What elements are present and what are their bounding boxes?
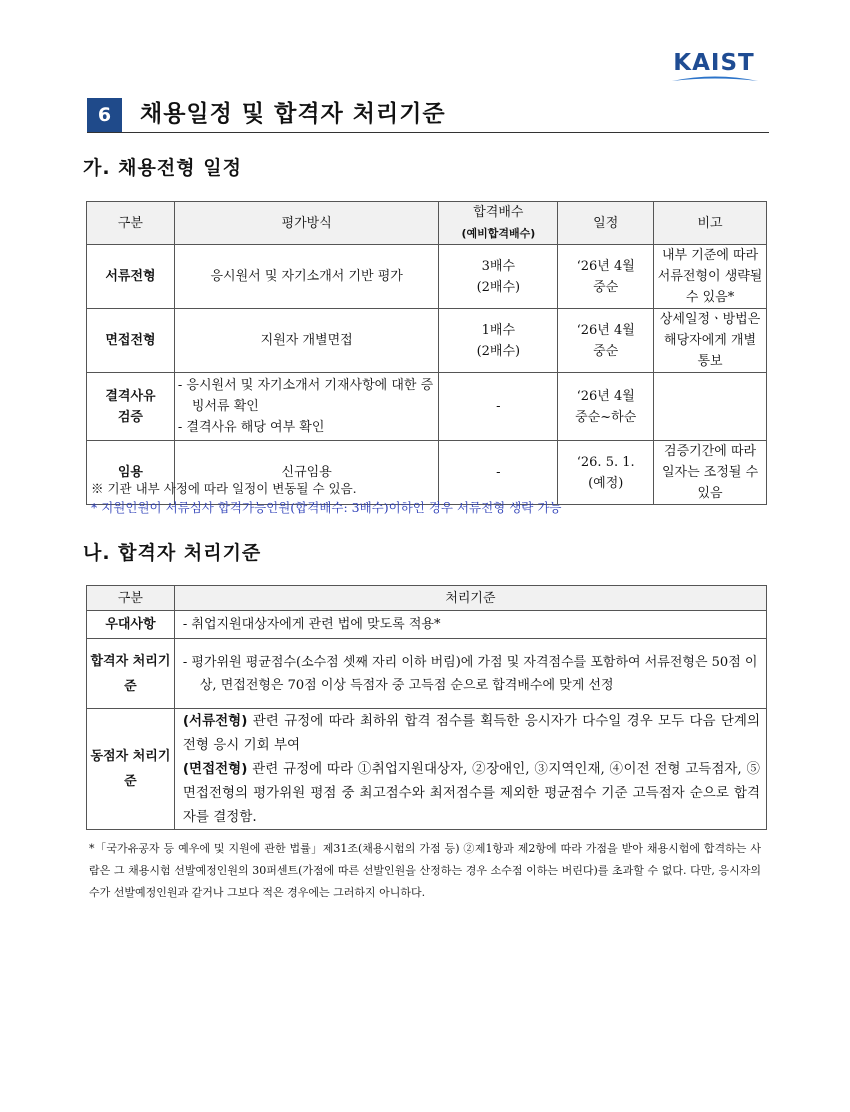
row-category: 합격자 처리기준 [87, 639, 175, 709]
row-category: 서류전형 [87, 245, 175, 309]
header-criteria: 처리기준 [174, 586, 766, 611]
schedule-note-blue: * 지원인원이 서류심사 합격가능인원(합격배수: 3배수)이하인 경우 서류전형 생략 가능 [91, 500, 562, 515]
row-schedule-value: ‘26년 4월 [576, 388, 635, 404]
row-schedule-value: ‘26년 4월 [576, 322, 635, 338]
row-method: 신규임용 [174, 441, 439, 505]
schedule-table [86, 201, 767, 505]
row-multiple-value: 1배수 [481, 322, 516, 338]
criteria-list [183, 651, 760, 697]
tie-doc-text: 관련 규정에 따라 최하위 합격 점수를 획득한 응시자가 다수일 경우 모두 다음 단계의 전형 응시 기회 부여 [182, 713, 760, 753]
tie-doc-label: (서류전형) [182, 713, 248, 729]
footnote: *「국가유공자 등 예우에 및 지원에 관한 법률」제31조(채용시험의 가점 등) ②제1항과 제2항에 따라 가점을 받아 채용시험에 합격하는 사람은 그 채용시험 선발예정인원의 30퍼센트(가점에 따른 선발인원을 산정하는 경우 소수점 이하는 버린다)를 초과할 수 없다. 다만, 응시자의 수가 선발예정인원과 같거나 그보다 적은 경우에는 그러하지 아니하다. [89, 842, 761, 899]
tie-interview-label: (면접전형) [182, 761, 248, 777]
row-criteria [174, 639, 766, 709]
row-schedule-value: ‘26. 5. 1. [576, 454, 635, 470]
row-criteria [174, 709, 766, 830]
logo-text: KAIST [673, 50, 755, 76]
header-remarks: 비고 [654, 202, 767, 245]
header-category: 구분 [87, 586, 175, 611]
table-row [87, 245, 767, 309]
section-number: 6 [87, 98, 122, 132]
row-category: 우대사항 [87, 611, 175, 639]
table-row [87, 709, 767, 830]
header-category: 구분 [87, 202, 175, 245]
criteria-table [86, 585, 767, 830]
method-list-item: - 응시원서 및 자기소개서 기재사항에 대한 증빙서류 확인 [177, 378, 434, 414]
row-remarks [654, 373, 767, 441]
header-multiple [439, 202, 558, 245]
logo-swoosh-icon [672, 74, 758, 84]
row-criteria: - 취업지원대상자에게 관련 법에 맞도록 적용* [174, 611, 766, 639]
row-schedule [558, 245, 654, 309]
row-multiple-value: 3배수 [481, 258, 516, 274]
row-schedule [558, 441, 654, 505]
section-title: 채용일정 및 합격자 처리기준 [140, 101, 446, 127]
header-multiple-sub: (예비합격배수) [461, 227, 536, 240]
row-category: 면접전형 [87, 309, 175, 373]
row-category: 동점자 처리기준 [87, 709, 175, 830]
table-row [87, 309, 767, 373]
header-multiple-label: 합격배수 [473, 205, 524, 220]
tie-interview-text: 관련 규정에 따라 ①취업지원대상자, ②장애인, ③지역인재, ④이전 전형 고득점자, ⑤면접전형의 평가위원 평점 중 최고점수와 최저점수를 제외한 평균점수 기준 고득점자 순으로 합격자를 결정함. [182, 761, 760, 825]
row-schedule [558, 373, 654, 441]
header-schedule: 일정 [558, 202, 654, 245]
row-schedule [558, 309, 654, 373]
section-divider [87, 132, 769, 133]
row-remarks: 내부 기준에 따라 서류전형이 생략될 수 있음* [654, 245, 767, 309]
criteria-list-item: - 평가위원 평균점수(소수점 셋째 자리 이하 버림)에 가점 및 자격점수를 포함하여 서류전형은 50점 이상, 면접전형은 70점 이상 득점자 중 고득점 순으로 합격배수에 맞게 선정 [182, 654, 758, 693]
row-method [174, 373, 439, 441]
part-b-title: 나. 합격자 처리기준 [83, 542, 262, 564]
row-remarks: 상세일정ㆍ방법은 해당자에게 개별 통보 [654, 309, 767, 373]
row-schedule-sub: 중순~하순 [575, 409, 637, 425]
kaist-logo [666, 50, 762, 84]
table-header-row [87, 586, 767, 611]
row-method: 지원자 개별면접 [174, 309, 439, 373]
table-row [87, 639, 767, 709]
method-list [178, 375, 436, 438]
row-method: 응시원서 및 자기소개서 기반 평가 [174, 245, 439, 309]
row-multiple [439, 309, 558, 373]
tie-interview-rule [183, 757, 760, 829]
table-row [87, 373, 767, 441]
header-method: 평가방식 [174, 202, 439, 245]
row-multiple-sub: (2배수) [476, 279, 521, 295]
row-category: 임용 [87, 441, 175, 505]
row-multiple [439, 245, 558, 309]
part-a-title: 가. 채용전형 일정 [83, 157, 242, 179]
method-list-item: - 결격사유 해당 여부 확인 [177, 420, 325, 435]
row-multiple: - [439, 441, 558, 505]
row-schedule-sub: 중순 [593, 279, 619, 295]
row-multiple-sub: (2배수) [476, 343, 521, 359]
table-row [87, 611, 767, 639]
schedule-note: ※ 기관 내부 사정에 따라 일정이 변동될 수 있음. [91, 481, 357, 496]
row-schedule-sub: (예정) [588, 475, 624, 491]
tie-doc-rule [183, 709, 760, 757]
row-schedule-sub: 중순 [593, 343, 619, 359]
row-category: 결격사유 검증 [87, 373, 175, 441]
row-schedule-value: ‘26년 4월 [576, 258, 635, 274]
row-remarks: 검증기간에 따라 일자는 조정될 수 있음 [654, 441, 767, 505]
row-multiple: - [439, 373, 558, 441]
table-header-row [87, 202, 767, 245]
